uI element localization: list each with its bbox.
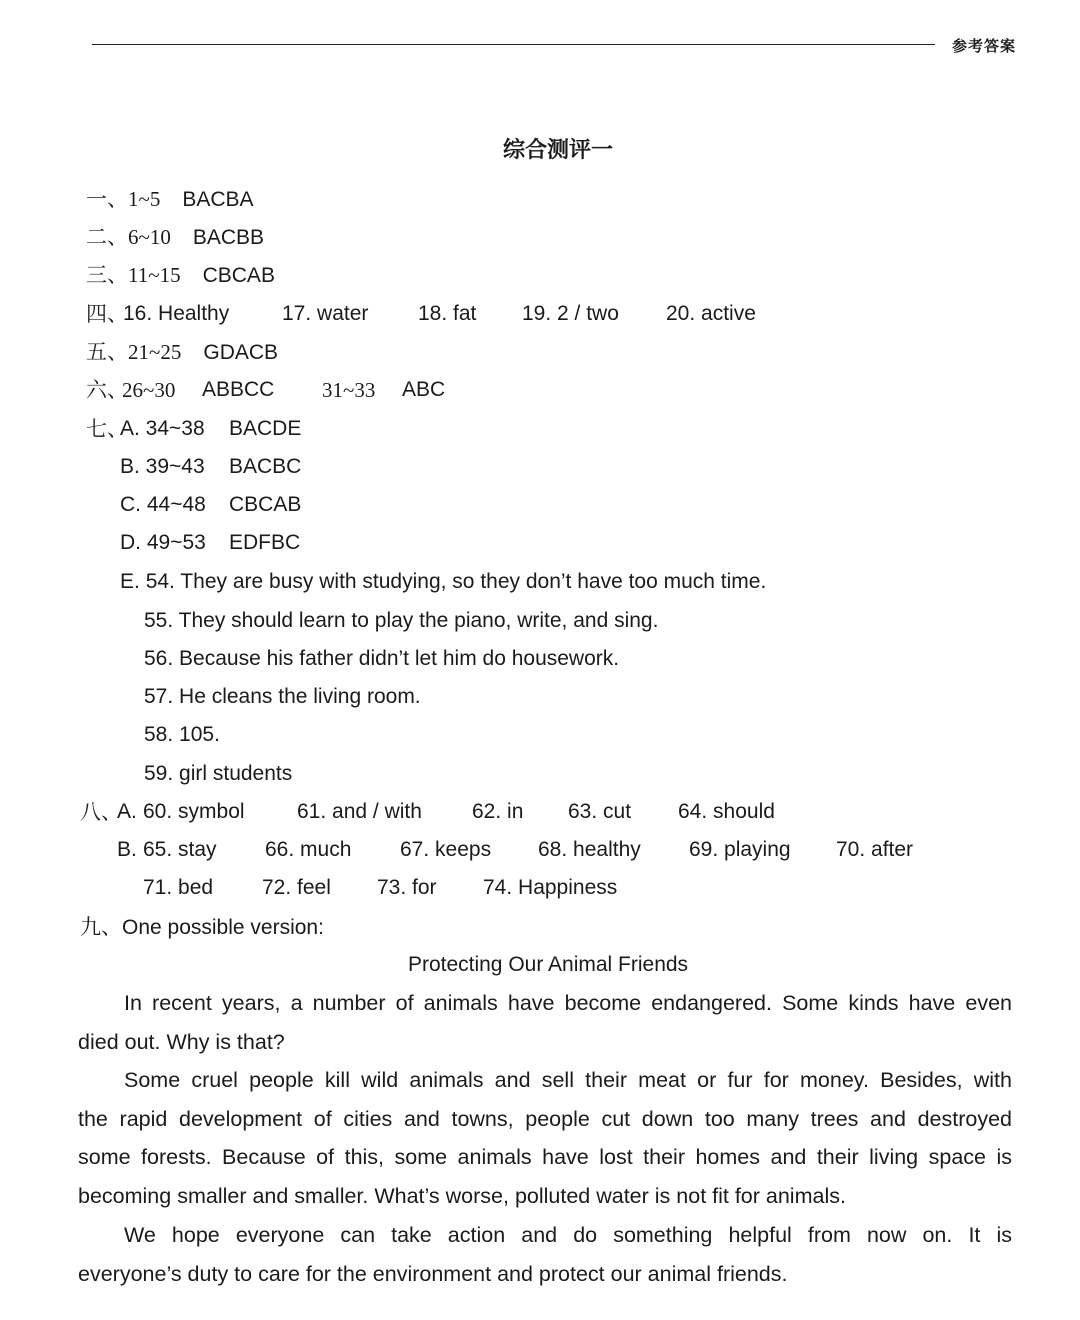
answer-item: 17. water [282,302,369,325]
essay-intro: One possible version: [122,916,324,939]
section-mark: 八、 [80,800,122,824]
answer-item: 74. Happiness [483,876,618,899]
part-label: B. [117,838,137,861]
answer-sentence: 58. 105. [144,723,220,746]
answer-item: 63. cut [568,800,632,823]
header-label: 参考答案 [952,37,1017,55]
part-label: E. [120,570,146,593]
answer-item: 70. after [836,838,914,861]
answer-item: 69. playing [689,838,791,861]
answer-item: 20. active [666,302,756,325]
answer-line-4 [86,299,786,329]
answer-letters: BACBC [229,455,302,478]
essay-line: We hope everyone can take action and do something helpful from now on. It is [124,1223,1012,1247]
question-range: 26~30 [122,378,176,402]
part-label: A. 34~38 [120,417,205,440]
answer-line-6 [86,375,486,405]
answer-letters: EDFBC [229,531,301,554]
section-mark: 二、 [86,225,128,249]
answer-item: 62. in [472,800,524,823]
answer-letters: ABBCC [202,378,275,401]
question-range: 1~5 [128,187,161,211]
essay-paragraph-2 [78,1061,1012,1215]
essay-line: Some cruel people kill wild animals and sell their meat or fur for money. Besides, with [124,1068,1012,1092]
answer-item: 66. much [265,838,352,861]
answer-item: 71. bed [143,876,214,899]
question-range: 31~33 [322,378,376,402]
answer-line-8b-cont [143,873,663,903]
essay-line: the rapid development of cities and towns, people cut down too many trees and destroyed [78,1106,1012,1131]
answer-item: 19. 2 / two [522,302,619,325]
page-title: 综合测评一 [502,138,613,163]
answer-line-7e [120,567,766,597]
part-label: B. 39~43 [120,455,205,478]
answer-sentence: 54. They are busy with studying, so they don’t have too much time. [145,570,767,593]
answer-letters: BACBA [182,188,254,211]
essay-paragraph-1 [78,984,1012,1061]
answer-item: 64. should [678,800,775,823]
part-label: C. 44~48 [120,493,206,516]
part-label: D. 49~53 [120,531,206,554]
answer-sentence: 55. They should learn to play the piano, write, and sing. [144,609,659,632]
essay-line: becoming smaller and smaller. What’s worse, polluted water is not fit for animals. [78,1183,846,1208]
essay-line: died out. Why is that? [78,1029,285,1054]
answer-line-3 [86,260,275,290]
section-mark: 六、 [86,378,128,402]
answer-letters: ABC [402,378,446,401]
essay-title: Protecting Our Animal Friends [407,953,689,976]
essay-line: some forests. Because of this, some animals have lost their homes and their living space is [78,1145,1012,1169]
answer-item: 65. stay [143,838,217,861]
answer-item: 67. keeps [400,838,492,861]
answer-item: 60. symbol [143,800,245,823]
header-rule [92,44,935,45]
section-mark: 三、 [86,263,128,287]
question-range: 6~10 [128,225,171,249]
essay-line: In recent years, a number of animals have become endangered. Some kinds have even [124,991,1012,1015]
answer-item: 18. fat [418,302,477,325]
question-range: 21~25 [128,340,182,364]
question-range: 11~15 [128,263,181,287]
answer-letters: GDACB [203,341,279,364]
answer-line-7c [120,490,420,520]
answer-item: 72. feel [262,876,331,899]
answer-item: 61. and / with [297,800,422,823]
answer-sentence: 59. girl students [144,762,293,785]
essay-paragraph-3 [78,1216,1012,1293]
section-mark: 七、 [86,417,128,441]
section-mark: 五、 [86,340,128,364]
essay-line: everyone’s duty to care for the environment and protect our animal friends. [78,1261,788,1286]
answer-line-2 [86,222,264,252]
answer-line-7d [120,528,420,558]
answer-letters: CBCAB [229,493,302,516]
section-mark: 一、 [86,187,128,211]
answer-item: 68. healthy [538,838,641,861]
answer-letters: BACDE [229,417,302,440]
answer-line-1 [86,184,254,214]
answer-letters: BACBB [192,226,265,249]
answer-item: 73. for [377,876,437,899]
answer-sentence: 56. Because his father didn’t let him do housework. [144,647,620,670]
answer-line-8b [117,835,937,865]
answer-line-9 [80,912,324,942]
answer-letters: CBCAB [202,264,275,287]
answer-item: 16. Healthy [123,302,230,325]
section-mark: 四、 [86,302,128,326]
answer-line-7a [86,414,486,444]
part-label: A. [117,800,137,823]
answer-line-7b [120,452,420,482]
answer-sentence: 57. He cleans the living room. [144,685,421,708]
section-mark: 九、 [80,915,122,939]
answer-line-5 [86,337,278,367]
answer-line-8a [80,797,800,827]
